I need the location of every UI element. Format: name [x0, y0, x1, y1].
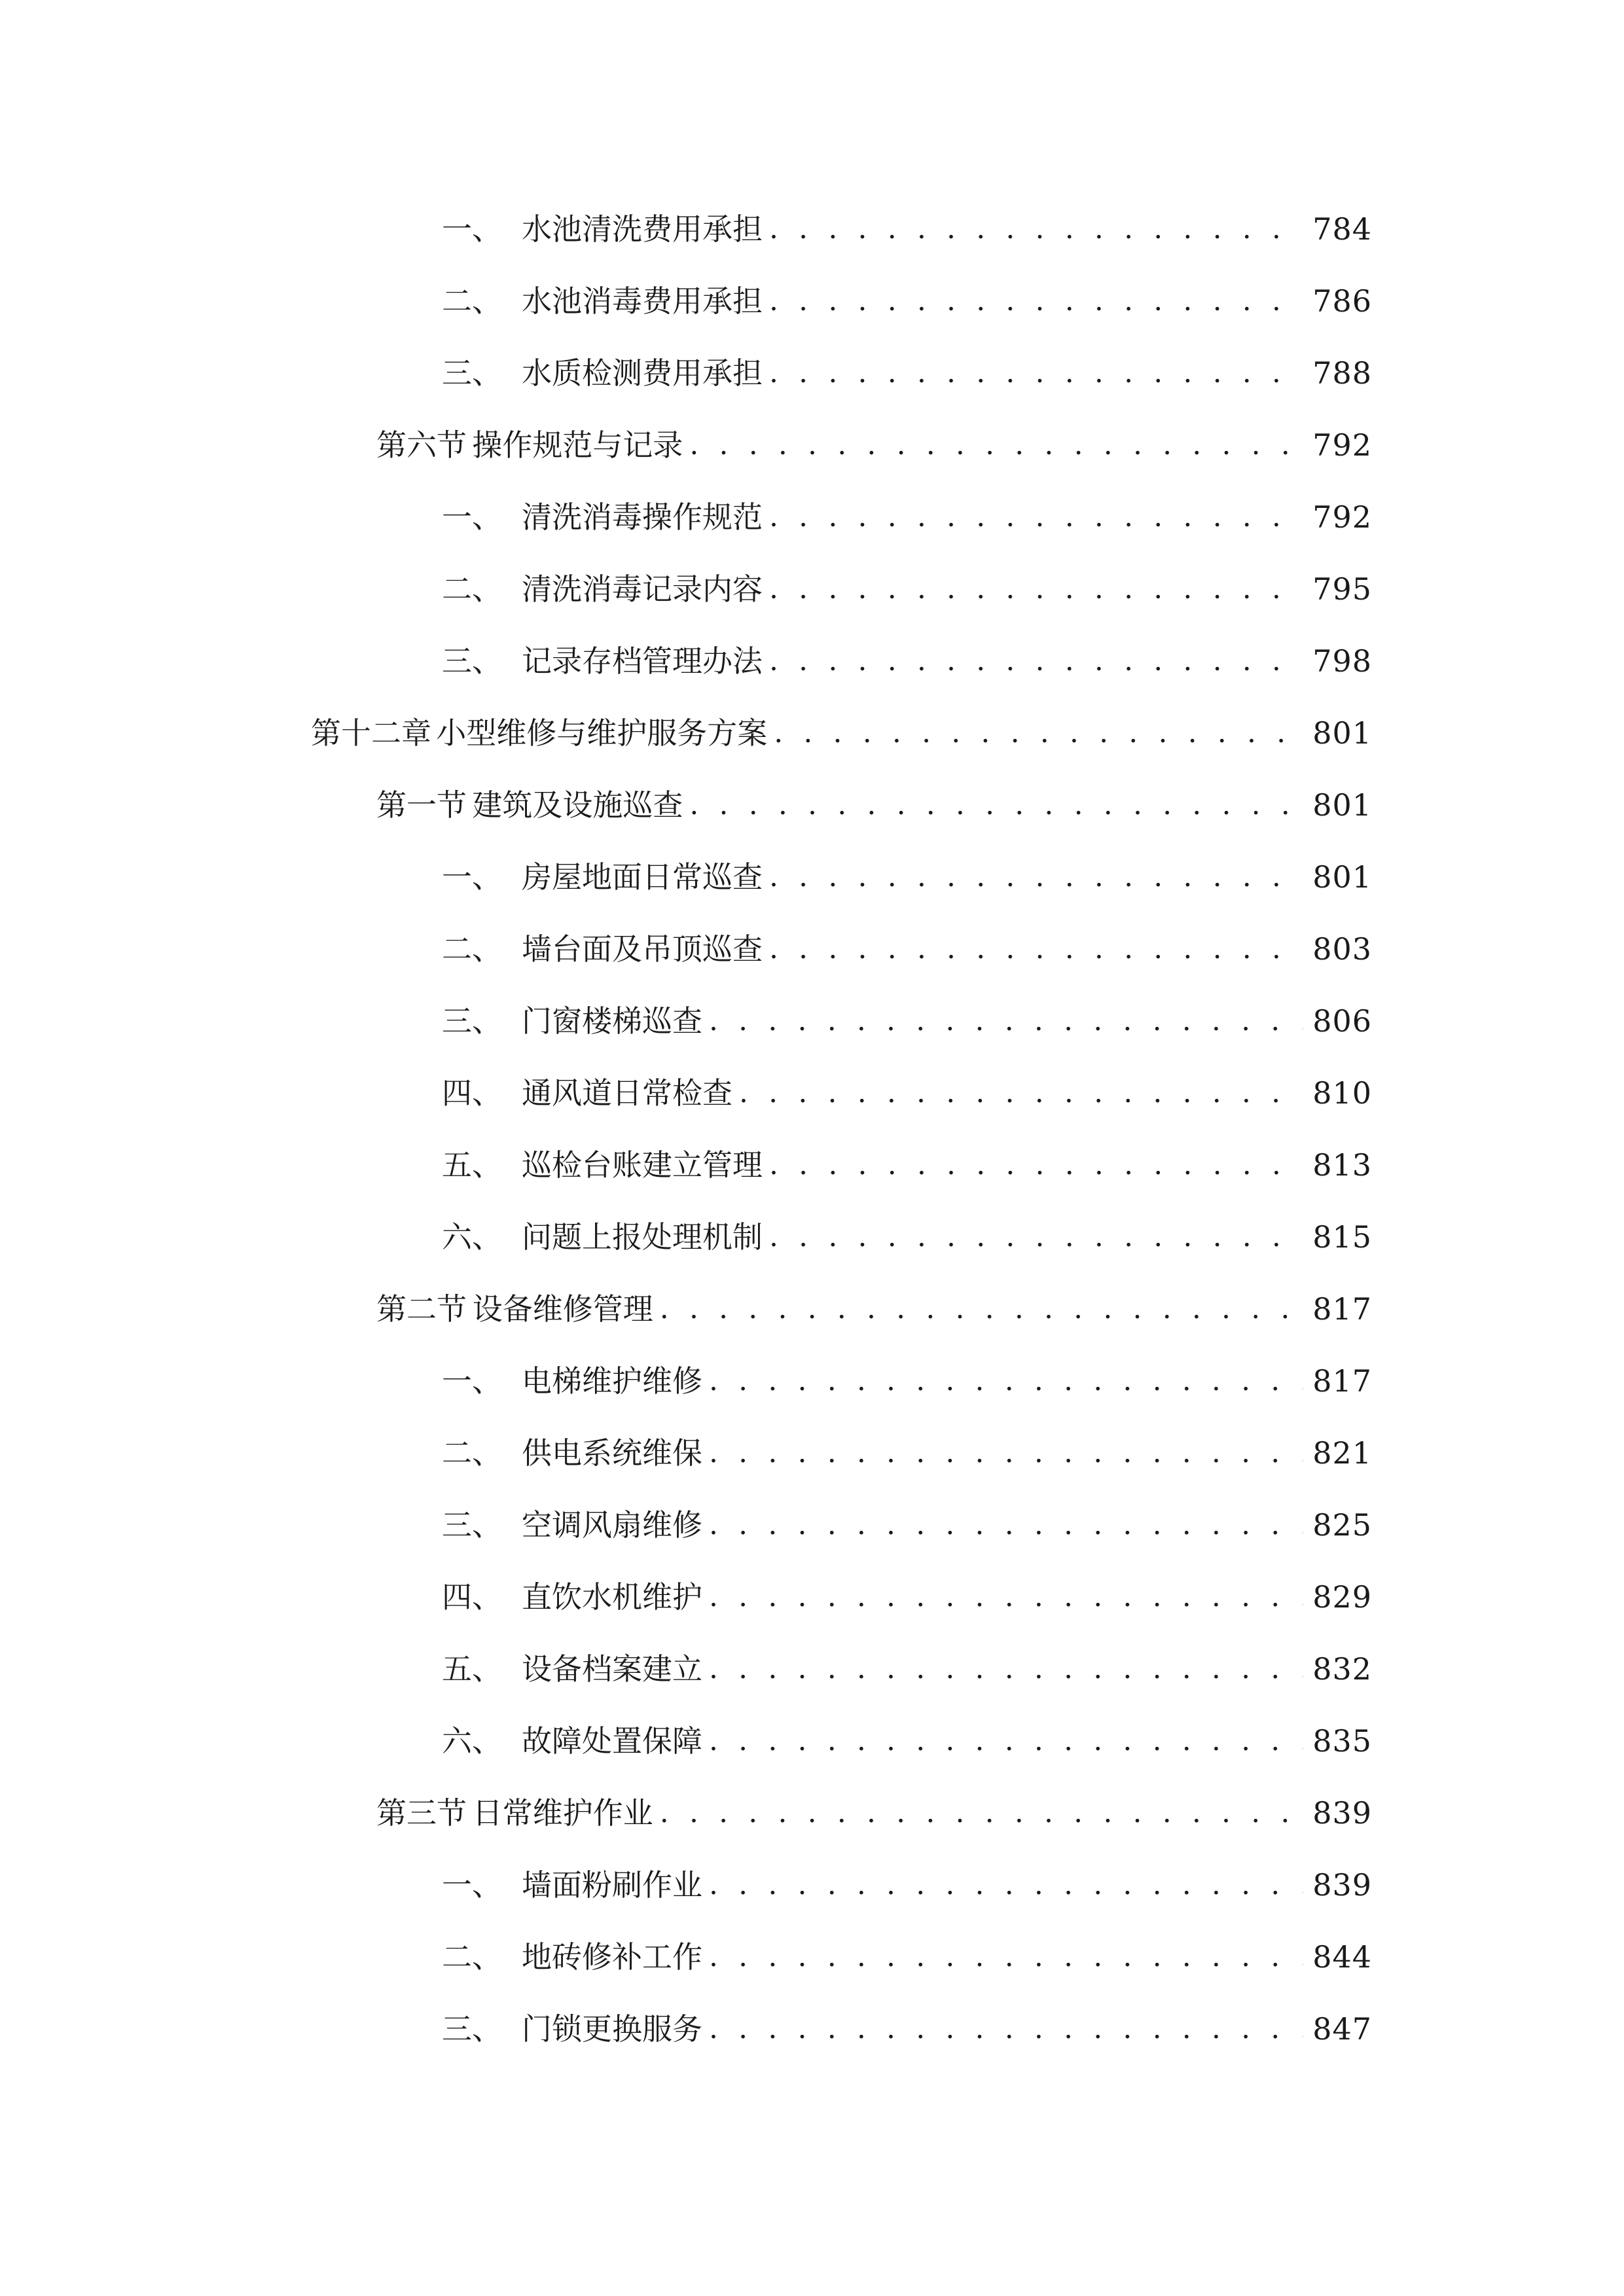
toc-leader-dots — [769, 1139, 1303, 1191]
toc-entry-page: 801 — [1312, 859, 1372, 895]
toc-entry-page: 839 — [1312, 1795, 1372, 1831]
toc-entry-number: 一、 — [442, 1867, 502, 1903]
toc-entry[interactable] — [376, 1787, 1372, 1839]
toc-entry-page: 786 — [1312, 283, 1372, 319]
toc-entry-page: 810 — [1312, 1075, 1372, 1111]
toc-entry[interactable] — [442, 347, 1372, 399]
toc-leader-dots — [709, 1571, 1303, 1623]
toc-entry[interactable] — [442, 1643, 1372, 1695]
toc-leader-dots — [709, 1715, 1303, 1767]
toc-entry-page: 806 — [1312, 1003, 1372, 1039]
toc-leader-dots — [774, 707, 1303, 759]
toc-entry-number: 第六节 — [376, 427, 467, 463]
toc-entry-title: 清洗消毒操作规范 — [522, 499, 763, 535]
toc-entry-number: 三、 — [442, 2011, 502, 2047]
toc-entry-page: 813 — [1312, 1147, 1372, 1183]
toc-entry[interactable] — [376, 419, 1372, 471]
toc-entry-number: 第一节 — [376, 787, 467, 823]
toc-entry[interactable] — [442, 1427, 1372, 1479]
toc-entry-title: 地砖修补工作 — [522, 1939, 702, 1975]
toc-entry-page: 839 — [1312, 1867, 1372, 1903]
toc-entry-page: 795 — [1312, 571, 1372, 607]
toc-entry-number: 六、 — [442, 1219, 502, 1255]
toc-entry[interactable] — [442, 635, 1372, 687]
toc-leader-dots — [709, 995, 1303, 1047]
toc-entry-number: 五、 — [442, 1147, 502, 1183]
toc-entry-title: 电梯维护维修 — [522, 1363, 702, 1399]
toc-entry-title: 通风道日常检查 — [522, 1075, 732, 1111]
toc-entry[interactable] — [376, 1283, 1372, 1335]
toc-entry[interactable] — [442, 851, 1372, 903]
toc-leader-dots — [709, 2003, 1303, 2055]
toc-leader-dots — [709, 1499, 1303, 1551]
toc-entry-title: 空调风扇维修 — [522, 1507, 702, 1543]
toc-entry[interactable] — [442, 1067, 1372, 1119]
toc-entry[interactable] — [442, 1931, 1372, 1983]
toc-entry-title: 建筑及设施巡查 — [472, 787, 683, 823]
toc-entry[interactable] — [442, 1715, 1372, 1767]
toc-entry-title: 直饮水机维护 — [522, 1579, 702, 1615]
toc-entry-page: 832 — [1312, 1651, 1372, 1687]
toc-leader-dots — [709, 1427, 1303, 1479]
toc-entry[interactable] — [442, 2003, 1372, 2055]
toc-leader-dots — [769, 203, 1303, 255]
toc-entry-title: 巡检台账建立管理 — [522, 1147, 763, 1183]
toc-leader-dots — [660, 1787, 1303, 1839]
toc-entry[interactable] — [442, 1355, 1372, 1407]
toc-entry-title: 门窗楼梯巡查 — [522, 1003, 702, 1039]
toc-leader-dots — [709, 1859, 1303, 1911]
toc-entry-page: 801 — [1312, 787, 1372, 823]
toc-leader-dots — [769, 923, 1303, 975]
toc-entry-page: 798 — [1312, 643, 1372, 679]
toc-entry-number: 二、 — [442, 1939, 502, 1975]
toc-entry[interactable] — [442, 491, 1372, 543]
toc-entry-number: 三、 — [442, 1003, 502, 1039]
toc-entry-page: 792 — [1312, 427, 1372, 463]
toc-entry-page: 801 — [1312, 715, 1372, 751]
toc-leader-dots — [769, 563, 1303, 615]
toc-entry-number: 第十二章 — [311, 715, 431, 751]
toc-entry-title: 门锁更换服务 — [522, 2011, 702, 2047]
toc-entry-title: 设备维修管理 — [472, 1291, 653, 1327]
toc-entry-page: 847 — [1312, 2011, 1372, 2047]
toc-leader-dots — [769, 1211, 1303, 1263]
toc-leader-dots — [769, 491, 1303, 543]
toc-entry-title: 房屋地面日常巡查 — [522, 859, 763, 895]
toc-leader-dots — [769, 851, 1303, 903]
toc-entry-number: 一、 — [442, 859, 502, 895]
toc-entry-number: 三、 — [442, 643, 502, 679]
toc-entry-number: 二、 — [442, 931, 502, 967]
toc-entry[interactable] — [442, 563, 1372, 615]
toc-leader-dots — [769, 275, 1303, 327]
toc-entry-number: 四、 — [442, 1579, 502, 1615]
toc-leader-dots — [689, 779, 1303, 831]
toc-entry-number: 六、 — [442, 1723, 502, 1759]
toc-entry-number: 三、 — [442, 1507, 502, 1543]
toc-entry-title: 故障处置保障 — [522, 1723, 702, 1759]
toc-entry[interactable] — [442, 275, 1372, 327]
toc-leader-dots — [709, 1355, 1303, 1407]
toc-leader-dots — [709, 1931, 1303, 1983]
toc-entry-number: 二、 — [442, 1435, 502, 1471]
toc-entry-page: 817 — [1312, 1291, 1372, 1327]
toc-entry-page: 821 — [1312, 1435, 1372, 1471]
toc-entry-page: 784 — [1312, 211, 1372, 247]
toc-entry[interactable] — [442, 1499, 1372, 1551]
toc-leader-dots — [769, 347, 1303, 399]
toc-entry-title: 墙台面及吊顶巡查 — [522, 931, 763, 967]
toc-entry-title: 问题上报处理机制 — [522, 1219, 763, 1255]
toc-leader-dots — [709, 1643, 1303, 1695]
toc-entry-number: 第三节 — [376, 1795, 467, 1831]
toc-leader-dots — [660, 1283, 1303, 1335]
toc-entry-page: 792 — [1312, 499, 1372, 535]
toc-entry-title: 供电系统维保 — [522, 1435, 702, 1471]
toc-entry[interactable] — [442, 1859, 1372, 1911]
toc-entry-page: 844 — [1312, 1939, 1372, 1975]
toc-entry[interactable] — [442, 1571, 1372, 1623]
toc-entry-page: 825 — [1312, 1507, 1372, 1543]
toc-entry-page: 817 — [1312, 1363, 1372, 1399]
toc-entry-title: 水池清洗费用承担 — [522, 211, 763, 247]
toc-entry-title: 小型维修与维护服务方案 — [436, 715, 768, 751]
toc-entry-title: 水池消毒费用承担 — [522, 283, 763, 319]
toc-entry-page: 835 — [1312, 1723, 1372, 1759]
toc-entry-title: 操作规范与记录 — [472, 427, 683, 463]
toc-entry-number: 四、 — [442, 1075, 502, 1111]
toc-entry-number: 二、 — [442, 283, 502, 319]
toc-entry[interactable] — [442, 923, 1372, 975]
toc-leader-dots — [769, 635, 1303, 687]
toc-entry[interactable] — [442, 203, 1372, 255]
toc-entry-number: 二、 — [442, 571, 502, 607]
toc-entry-title: 记录存档管理办法 — [522, 643, 763, 679]
toc-entry[interactable] — [442, 1211, 1372, 1263]
toc-entry-page: 815 — [1312, 1219, 1372, 1255]
toc-entry-number: 三、 — [442, 355, 502, 391]
toc-entry-number: 一、 — [442, 1363, 502, 1399]
toc-entry-page: 788 — [1312, 355, 1372, 391]
toc-entry-title: 水质检测费用承担 — [522, 355, 763, 391]
toc-entry-number: 第二节 — [376, 1291, 467, 1327]
toc-entry[interactable] — [442, 995, 1372, 1047]
toc-entry-number: 一、 — [442, 499, 502, 535]
toc-entry-number: 五、 — [442, 1651, 502, 1687]
toc-entry[interactable] — [442, 1139, 1372, 1191]
toc-entry[interactable] — [311, 707, 1372, 759]
toc-entry-title: 墙面粉刷作业 — [522, 1867, 702, 1903]
toc-entry-page: 803 — [1312, 931, 1372, 967]
toc-leader-dots — [739, 1067, 1303, 1119]
toc-entry[interactable] — [376, 779, 1372, 831]
toc-entry-number: 一、 — [442, 211, 502, 247]
toc-entry-title: 设备档案建立 — [522, 1651, 702, 1687]
toc-entry-page: 829 — [1312, 1579, 1372, 1615]
toc-leader-dots — [689, 419, 1303, 471]
toc-entry-title: 清洗消毒记录内容 — [522, 571, 763, 607]
toc-entry-title: 日常维护作业 — [472, 1795, 653, 1831]
